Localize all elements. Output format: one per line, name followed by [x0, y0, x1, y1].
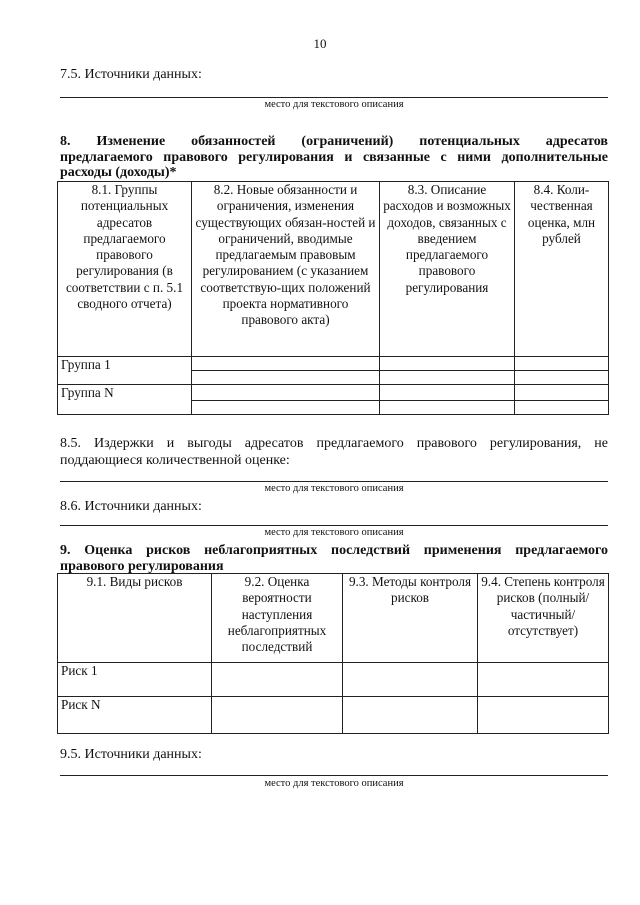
table-8-cell[interactable] — [515, 357, 609, 371]
table-8-cell[interactable] — [380, 385, 515, 401]
table-row — [58, 357, 609, 371]
section-9-5-label: 9.5. Источники данных: — [60, 747, 202, 762]
section-8-heading — [60, 134, 608, 181]
section-7-5-placeholder: место для текстового описания — [264, 99, 404, 110]
table-8-header-row — [58, 182, 609, 357]
table-9-header-cell: 9.1. Виды рисков — [58, 574, 212, 663]
table-9-header-cell: 9.4. Степень контроля рисков (полный/ частичный/ отсутствует) — [478, 574, 609, 663]
table-9-cell[interactable] — [212, 697, 343, 734]
table-8-header-cell: 8.2. Новые обязанности и ограничения, изменения существующих обязан-ностей и ограничений, вводимые предлагаемым правовым регулированием (с указанием соответствую-щих положений проекта нормативного правового акта) — [192, 182, 380, 357]
table-8-cell[interactable] — [515, 385, 609, 401]
table-8-header-cell: 8.3. Описание расходов и возможных доходов, связанных с введением предлагаемого правового регулирования — [380, 182, 515, 357]
table-9-cell[interactable] — [478, 663, 609, 697]
table-8-cell[interactable] — [192, 385, 380, 401]
table-8-row-label: Группа 1 — [58, 357, 192, 385]
table-9-row-label: Риск 1 — [58, 663, 212, 697]
section-9-5-placeholder: место для текстового описания — [264, 778, 404, 789]
section-9-heading — [60, 543, 608, 574]
section-8-5-placeholder: место для текстового описания — [264, 483, 404, 494]
table-8-header-cell: 8.1. Группы потенциальных адресатов предлагаемого правового регулирования (в соответствии с п. 5.1 сводного отчета) — [58, 182, 192, 357]
section-8-5-line2: поддающиеся количественной оценке: — [60, 453, 290, 468]
section-8-5-line1: 8.5. Издержки и выгоды адресатов предлагаемого правового регулирования, не — [60, 436, 608, 451]
section-9-5-text-line[interactable] — [60, 775, 608, 776]
table-9-cell[interactable] — [343, 697, 478, 734]
table-8-cell[interactable] — [515, 371, 609, 385]
table-row — [58, 697, 609, 734]
table-8 — [57, 181, 609, 415]
table-9-header-row — [58, 574, 609, 663]
table-8-cell[interactable] — [380, 401, 515, 415]
section-7-5-label: 7.5. Источники данных: — [60, 67, 202, 82]
table-row — [58, 663, 609, 697]
table-8-cell[interactable] — [192, 357, 380, 371]
table-9-cell[interactable] — [478, 697, 609, 734]
table-9-header-cell: 9.2. Оценка вероятности наступления неблагоприятных последствий — [212, 574, 343, 663]
table-8-row-label: Группа N — [58, 385, 192, 415]
table-9-row-label: Риск N — [58, 697, 212, 734]
section-9-heading-line1: 9. Оценка рисков неблагоприятных последствий применения предлагаемого — [60, 543, 608, 558]
table-8-cell[interactable] — [380, 371, 515, 385]
section-8-heading-line2: предлагаемого правового регулирования и связанные с ними дополнительные — [60, 149, 608, 165]
page-number: 10 — [313, 36, 327, 51]
section-8-5-text — [60, 435, 608, 469]
table-8-cell[interactable] — [515, 401, 609, 415]
table-8-cell[interactable] — [192, 371, 380, 385]
section-8-5-text-line[interactable] — [60, 481, 608, 482]
section-7-5-text-line[interactable] — [60, 97, 608, 98]
table-8-header-cell: 8.4. Коли-чественная оценка, млн рублей — [515, 182, 609, 357]
section-8-heading-line3: расходы (доходы)* — [60, 165, 177, 180]
table-9 — [57, 573, 609, 734]
table-9-cell[interactable] — [343, 663, 478, 697]
section-8-6-text-line[interactable] — [60, 525, 608, 526]
section-8-6-placeholder: место для текстового описания — [264, 527, 404, 538]
section-8-heading-line1: 8. Изменение обязанностей (ограничений) потенциальных адресатов — [60, 134, 608, 149]
section-9-heading-line2: правового регулирования — [60, 558, 224, 574]
section-8-6-label: 8.6. Источники данных: — [60, 499, 202, 514]
table-row — [58, 385, 609, 401]
table-8-cell[interactable] — [192, 401, 380, 415]
table-9-cell[interactable] — [212, 663, 343, 697]
table-9-header-cell: 9.3. Методы контроля рисков — [343, 574, 478, 663]
table-8-cell[interactable] — [380, 357, 515, 371]
